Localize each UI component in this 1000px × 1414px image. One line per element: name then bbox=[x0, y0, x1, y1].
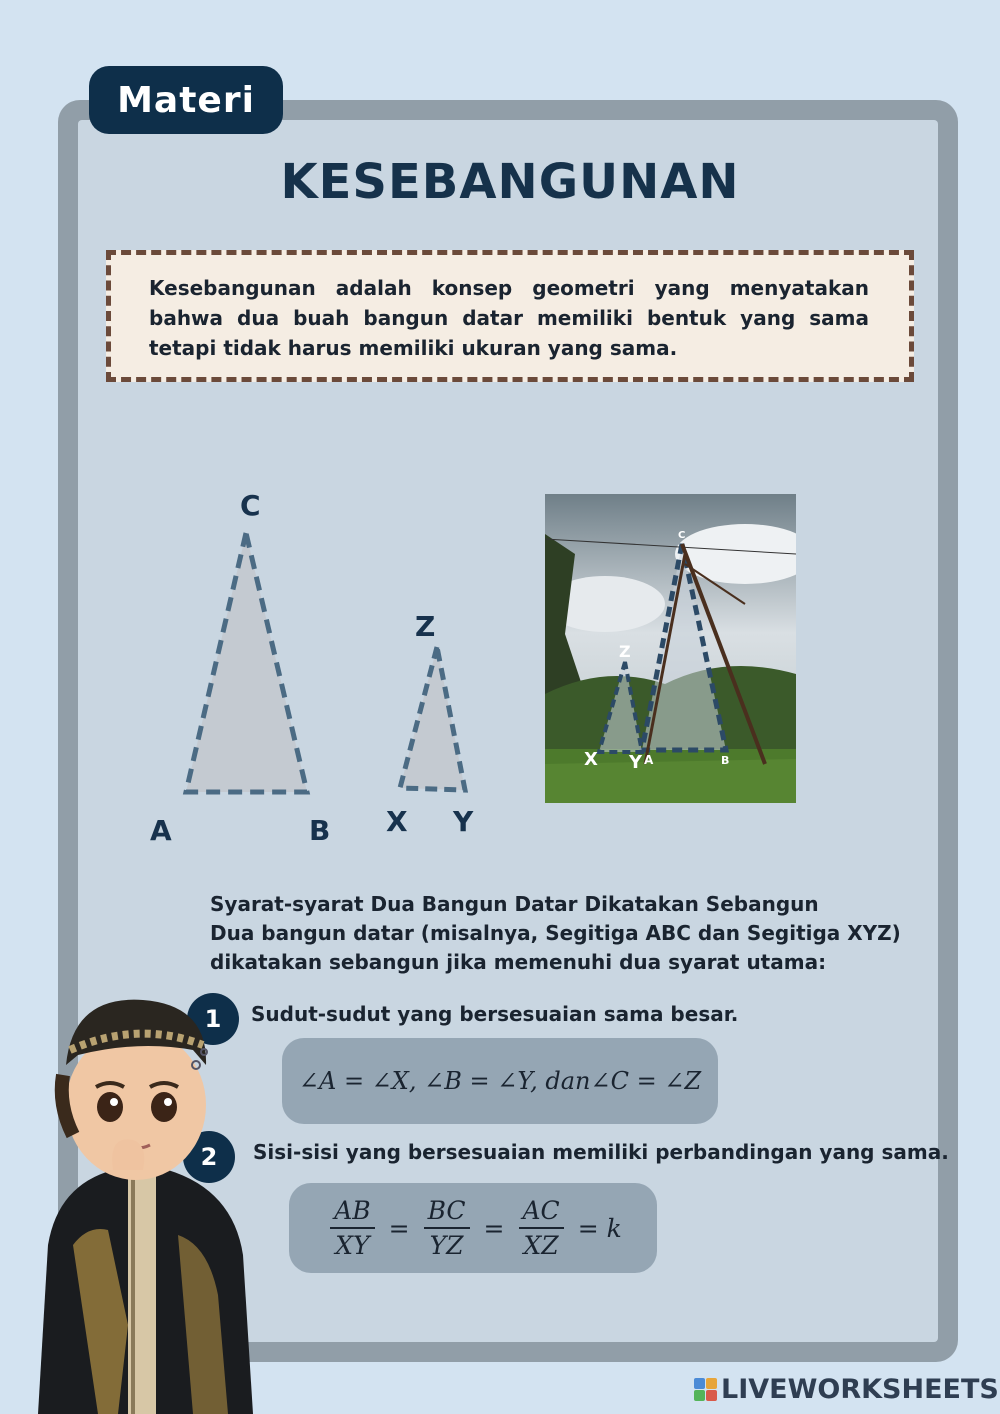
ratio-constant-k: k bbox=[606, 1213, 622, 1243]
conditions-block bbox=[210, 890, 910, 977]
rule-2-badge: 2 bbox=[183, 1131, 235, 1183]
vertex-b-label: B bbox=[309, 814, 331, 847]
photo-label-a: A bbox=[644, 753, 654, 767]
definition-box bbox=[106, 250, 914, 382]
conditions-heading: Syarat-syarat Dua Bangun Datar Dikatakan Sebangun bbox=[210, 892, 819, 916]
conditions-line-2: dikatakan sebangun jika memenuhi dua syarat utama: bbox=[210, 950, 827, 974]
vertex-z-label: Z bbox=[415, 610, 436, 643]
brand-name: LIVEWORKSHEETS bbox=[721, 1374, 999, 1405]
liveworksheets-logo-icon bbox=[694, 1378, 717, 1401]
equals-sign-1: = bbox=[388, 1213, 410, 1243]
fraction-3-numerator: AC bbox=[519, 1196, 564, 1229]
fraction-bc-yz bbox=[424, 1196, 470, 1260]
section-tab: Materi bbox=[89, 66, 283, 134]
fraction-2-denominator: YZ bbox=[429, 1231, 464, 1260]
photo-label-b: B bbox=[721, 754, 730, 767]
rule-1-badge: 1 bbox=[187, 993, 239, 1045]
equals-sign-2: = bbox=[483, 1213, 505, 1243]
fraction-ab-xy bbox=[330, 1196, 374, 1260]
vertex-a-label: A bbox=[150, 814, 172, 847]
vertex-y-label: Y bbox=[453, 805, 474, 838]
fraction-ac-xz bbox=[519, 1196, 564, 1260]
rule-2-text: Sisi-sisi yang bersesuaian memiliki perbandingan yang sama. bbox=[253, 1140, 949, 1164]
fraction-3-denominator: XZ bbox=[523, 1231, 559, 1260]
page-title: KESEBANGUNAN bbox=[280, 154, 740, 210]
side-ratio-formula bbox=[289, 1183, 657, 1273]
conditions-line-1: Dua bangun datar (misalnya, Segitiga ABC dan Segitiga XYZ) bbox=[210, 921, 901, 945]
vertex-c-label: C bbox=[240, 489, 261, 522]
fraction-1-numerator: AB bbox=[330, 1196, 374, 1229]
photo-label-c: C bbox=[678, 530, 686, 541]
thinking-boy-illustration bbox=[18, 995, 258, 1414]
fraction-2-numerator: BC bbox=[424, 1196, 470, 1229]
rule-1-text: Sudut-sudut yang bersesuaian sama besar. bbox=[251, 1002, 739, 1026]
vertex-x-label: X bbox=[386, 805, 408, 838]
photo-label-z: Z bbox=[619, 642, 631, 661]
photo-label-y: Y bbox=[629, 752, 643, 773]
angle-equality-formula bbox=[282, 1038, 718, 1124]
equals-sign-3: = bbox=[577, 1213, 599, 1243]
angle-formula-text: ∠A = ∠X, ∠B = ∠Y, dan∠C = ∠Z bbox=[298, 1067, 702, 1095]
fraction-1-denominator: XY bbox=[335, 1231, 370, 1260]
liveworksheets-brand bbox=[694, 1374, 999, 1405]
bamboo-triangle-photo bbox=[545, 494, 796, 803]
photo-label-x: X bbox=[584, 749, 598, 770]
definition-text: Kesebangunan adalah konsep geometri yang menyatakan bahwa dua buah bangun datar memiliki bentuk yang sama tetapi tidak harus memiliki ukuran yang sama. bbox=[149, 276, 869, 360]
